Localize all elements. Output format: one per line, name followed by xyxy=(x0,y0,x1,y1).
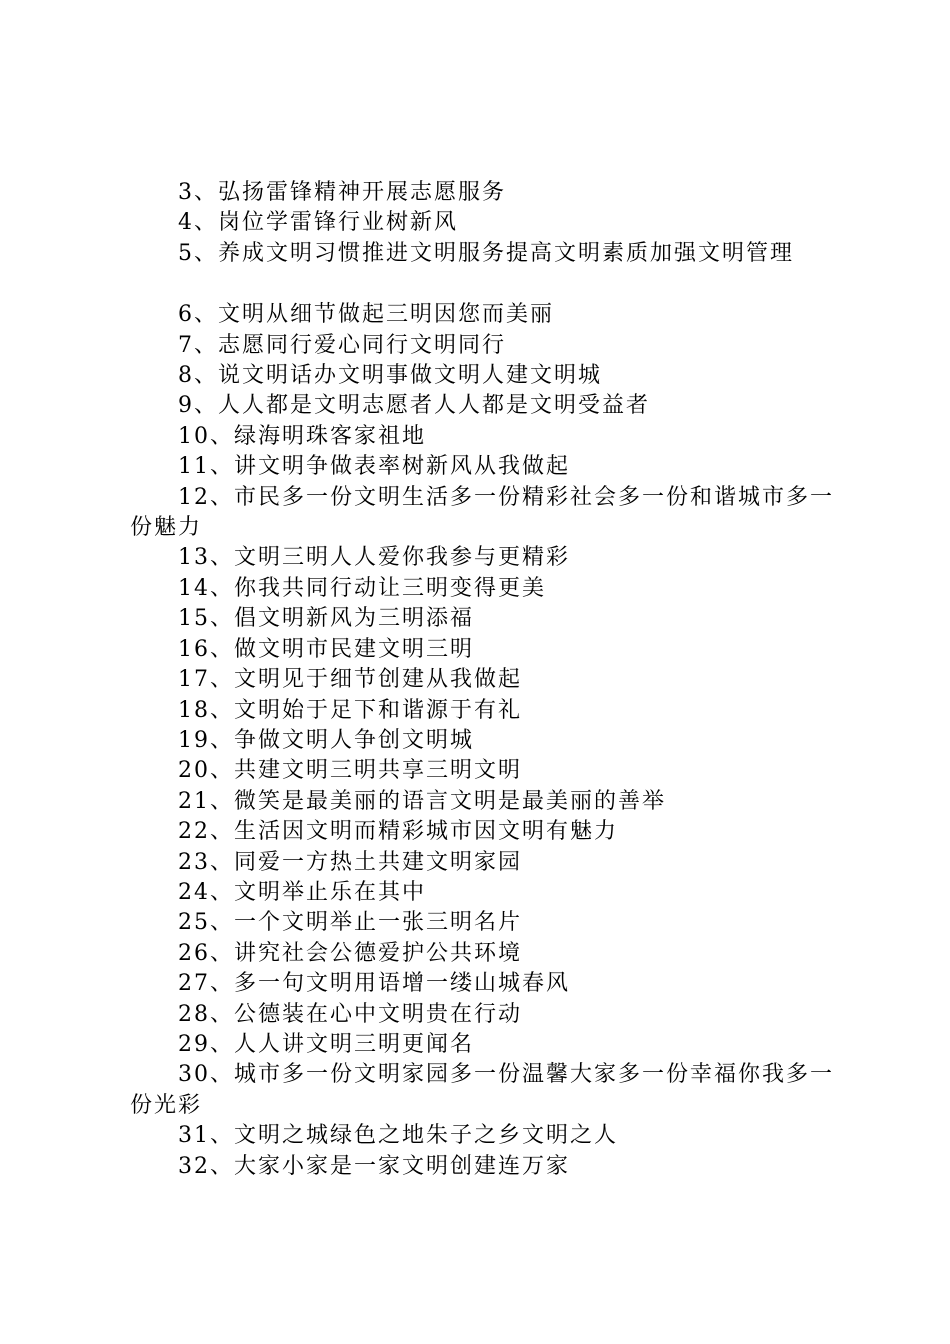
list-item xyxy=(130,574,840,604)
item-number: 29、 xyxy=(178,1031,234,1057)
list-item xyxy=(130,361,840,391)
list-item xyxy=(130,939,840,969)
item-number: 20、 xyxy=(178,758,234,784)
item-number: 14、 xyxy=(178,575,234,601)
item-number: 23、 xyxy=(178,849,234,875)
item-text: 志愿同行爱心同行文明同行 xyxy=(218,332,507,358)
item-text: 人人都是文明志愿者人人都是文明受益者 xyxy=(218,393,651,419)
item-number: 3、 xyxy=(178,180,218,205)
item-number: 6、 xyxy=(178,302,218,328)
item-text: 文明从细节做起三明因您而美丽 xyxy=(218,302,555,328)
item-text: 公德装在心中文明贵在行动 xyxy=(234,1001,523,1027)
item-text: 人人讲文明三明更闻名 xyxy=(234,1031,475,1057)
item-number: 16、 xyxy=(178,636,234,662)
item-number: 18、 xyxy=(178,697,234,723)
item-number: 5、 xyxy=(178,240,218,266)
item-number: 25、 xyxy=(178,910,234,936)
item-number: 11、 xyxy=(178,454,234,480)
item-text: 同爱一方热土共建文明家园 xyxy=(234,849,523,875)
item-text: 大家小家是一家文明创建连万家 xyxy=(234,1153,571,1179)
item-text: 文明三明人人爱你我参与更精彩 xyxy=(234,545,571,571)
item-number: 10、 xyxy=(178,423,234,449)
list-item xyxy=(130,1000,840,1030)
item-number: 26、 xyxy=(178,940,234,966)
item-text: 文明始于足下和谐源于有礼 xyxy=(234,697,523,723)
item-text: 文明之城绿色之地朱子之乡文明之人 xyxy=(234,1123,619,1149)
list-item xyxy=(130,787,840,817)
list-item xyxy=(130,665,840,695)
item-text: 养成文明习惯推进文明服务提高文明素质加强文明管理 xyxy=(218,240,795,266)
list-item xyxy=(130,239,840,269)
item-text: 微笑是最美丽的语言文明是最美丽的善举 xyxy=(234,788,667,814)
list-item xyxy=(130,969,840,999)
item-text: 你我共同行动让三明变得更美 xyxy=(234,575,547,601)
list-item xyxy=(130,1030,840,1060)
item-text: 弘扬雷锋精神开展志愿服务 xyxy=(218,180,507,205)
item-text: 讲文明争做表率树新风从我做起 xyxy=(234,454,571,480)
list-item xyxy=(130,208,840,238)
list-item xyxy=(130,543,840,573)
list-item xyxy=(130,848,840,878)
item-number: 31、 xyxy=(178,1123,234,1149)
item-number: 7、 xyxy=(178,332,218,358)
list-item xyxy=(130,422,840,452)
list-item xyxy=(130,300,840,330)
list-item xyxy=(130,483,840,544)
list-item xyxy=(130,1152,840,1182)
list-item xyxy=(130,908,840,938)
item-text: 倡文明新风为三明添福 xyxy=(234,606,475,632)
list-item xyxy=(130,726,840,756)
item-text: 生活因文明而精彩城市因文明有魅力 xyxy=(234,819,619,845)
item-text: 说文明话办文明事做文明人建文明城 xyxy=(218,363,603,389)
item-number: 4、 xyxy=(178,210,218,236)
item-number: 15、 xyxy=(178,606,234,632)
item-number: 28、 xyxy=(178,1001,234,1027)
item-text: 讲究社会公德爱护公共环境 xyxy=(234,940,523,966)
list-item xyxy=(130,1121,840,1151)
item-number: 19、 xyxy=(178,727,234,753)
list-item xyxy=(130,178,840,208)
item-text: 绿海明珠客家祖地 xyxy=(234,423,427,449)
item-number: 12、 xyxy=(178,484,234,510)
item-text: 争做文明人争创文明城 xyxy=(234,727,475,753)
item-number: 9、 xyxy=(178,393,218,419)
item-number: 17、 xyxy=(178,667,234,693)
item-number: 27、 xyxy=(178,971,234,997)
list-item xyxy=(130,452,840,482)
list-item xyxy=(130,331,840,361)
list-item xyxy=(130,817,840,847)
item-text: 市民多一份文明生活多一份精彩社会多一份和谐城市多一份魅力 xyxy=(130,484,835,541)
list-item xyxy=(130,878,840,908)
slogan-list xyxy=(130,178,840,1182)
item-number: 22、 xyxy=(178,819,234,845)
item-text: 文明举止乐在其中 xyxy=(234,879,427,905)
item-number: 30、 xyxy=(178,1062,234,1088)
list-item xyxy=(130,756,840,786)
item-text: 文明见于细节创建从我做起 xyxy=(234,667,523,693)
item-number: 21、 xyxy=(178,788,234,814)
item-number: 32、 xyxy=(178,1153,234,1179)
item-text: 做文明市民建文明三明 xyxy=(234,636,475,662)
item-number: 13、 xyxy=(178,545,234,571)
list-item xyxy=(130,391,840,421)
list-item xyxy=(130,696,840,726)
item-number: 8、 xyxy=(178,363,218,389)
list-item xyxy=(130,604,840,634)
item-text: 岗位学雷锋行业树新风 xyxy=(218,210,459,236)
item-text: 城市多一份文明家园多一份温馨大家多一份幸福你我多一份光彩 xyxy=(130,1062,835,1118)
item-text: 多一句文明用语增一缕山城春风 xyxy=(234,971,571,997)
list-item xyxy=(130,635,840,665)
item-text: 共建文明三明共享三明文明 xyxy=(234,758,523,784)
item-text: 一个文明举止一张三明名片 xyxy=(234,910,523,936)
item-number: 24、 xyxy=(178,879,234,905)
list-item xyxy=(130,1060,840,1121)
